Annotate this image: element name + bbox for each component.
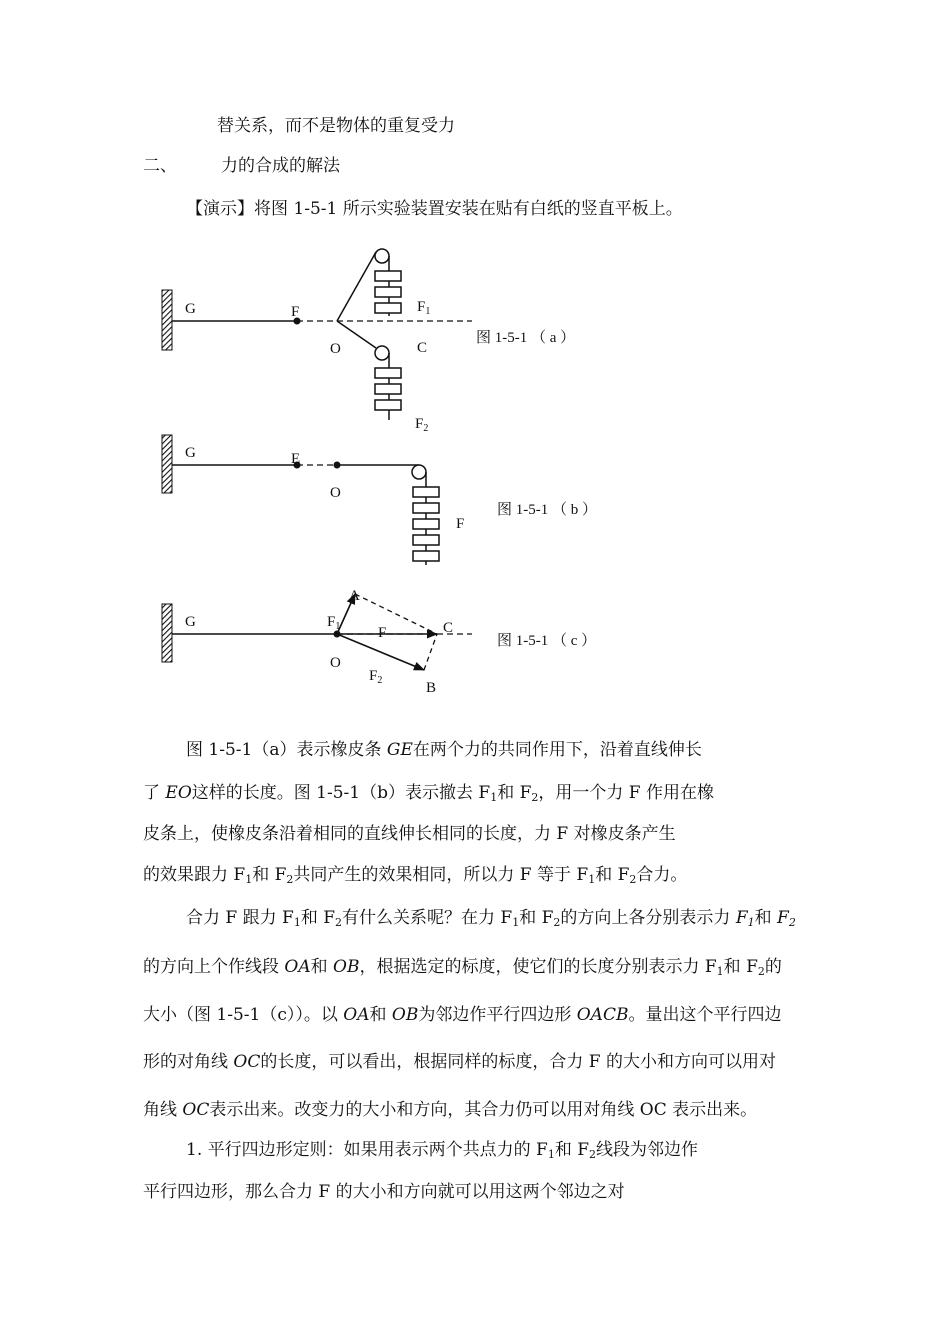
label-e-b: E xyxy=(291,451,301,467)
label-c-c: C xyxy=(443,620,454,636)
caption-a: 图 1-5-1 （ a ） xyxy=(476,330,576,346)
figure-a xyxy=(162,249,575,434)
weights-top-a xyxy=(375,256,401,316)
label-g-b: G xyxy=(185,445,196,461)
weights-b xyxy=(413,472,439,565)
section-number: 二、 xyxy=(143,156,177,176)
caption-c: 图 1-5-1 （ c ） xyxy=(497,633,597,649)
text-line-1: 替关系，而不是物体的重复受力 xyxy=(217,116,455,136)
para1-line4: 的效果跟力 $F_1$和 $F_2$共同产生的效果相同，所以力 F 等于 $F_1$和 $F_2$合力。 xyxy=(143,865,688,886)
para1-line1: 图 1-5-1（a）表示橡皮条 GE在两个力的共同作用下，沿着直线伸长 xyxy=(186,740,702,760)
para2-line4: 形的对角线 OC的长度，可以看出，根据同样的标度，合力 F 的大小和方向可以用对 xyxy=(143,1052,776,1072)
label-o-a: O xyxy=(330,341,341,357)
para1-line3: 皮条上，使橡皮条沿着相同的直线伸长相同的长度，力 F 对橡皮条产生 xyxy=(143,824,676,844)
dash-ac xyxy=(355,594,437,634)
label-o-b: O xyxy=(330,485,341,501)
section-title: 力的合成的解法 xyxy=(221,156,340,176)
label-o-c: O xyxy=(330,655,341,671)
point-o-b xyxy=(334,462,341,469)
rule1-line2: 平行四边形，那么合力 F 的大小和方向就可以用这两个邻边之对 xyxy=(143,1182,625,1202)
para2-line2: 的方向上个作线段 OA和 OB，根据选定的标度，使它们的长度分别表示力 $F_1$和 $F_2$的 xyxy=(143,957,782,978)
wall-c xyxy=(162,604,172,662)
label-f2-a: $F_2$ xyxy=(415,416,429,434)
pulley-bottom-a xyxy=(375,346,389,360)
figure-c xyxy=(162,588,596,696)
para1-line2: 了 EO这样的长度。图 1-5-1（b）表示撤去 $F_1$和 $F_2$，用一个力 F 作用在橡 xyxy=(143,783,714,804)
wall-a xyxy=(162,290,172,350)
label-b-c: B xyxy=(426,680,437,696)
label-f1-c: $F_1$ xyxy=(327,614,341,632)
string-down-a xyxy=(337,321,376,348)
label-f2-c: $F_2$ xyxy=(369,668,383,686)
figure-b xyxy=(162,435,597,565)
string-up-a xyxy=(337,252,376,321)
label-f-b: F xyxy=(456,516,465,532)
label-a-c: A xyxy=(349,588,360,604)
weights-bottom-a xyxy=(375,353,401,420)
label-f-a: F xyxy=(291,304,300,320)
demo-line: 【演示】将图 1-5-1 所示实验装置安装在贴有白纸的竖直平板上。 xyxy=(186,199,683,219)
label-f-c: F xyxy=(378,625,387,641)
wall-b xyxy=(162,435,172,493)
para2-line1: 合力 F 跟力 $F_1$和 $F_2$有什么关系呢？在力 $F_1$和 $F_2$的方向上各分别表示力 $F_1$和 $F_2$ xyxy=(186,908,796,929)
dash-bc xyxy=(424,634,437,670)
rule1-line1: 1. 平行四边形定则：如果用表示两个共点力的 $F_1$和 $F_2$线段为邻边作 xyxy=(186,1140,699,1161)
caption-b: 图 1-5-1 （ b ） xyxy=(497,502,597,518)
pulley-top-a xyxy=(375,249,389,263)
para2-line3: 大小（图 1-5-1（c））。以 OA和 OB为邻边作平行四边形 OACB。量出这个平行四边 xyxy=(143,1005,782,1025)
para2-line5: 角线 OC表示出来。改变力的大小和方向，其合力仍可以用对角线 OC 表示出来。 xyxy=(143,1100,758,1120)
label-g-c: G xyxy=(185,614,196,630)
label-g-a: G xyxy=(185,301,196,317)
pulley-b xyxy=(412,465,426,479)
label-c-a: C xyxy=(417,340,428,356)
label-f1-a: $F_1$ xyxy=(417,299,431,317)
